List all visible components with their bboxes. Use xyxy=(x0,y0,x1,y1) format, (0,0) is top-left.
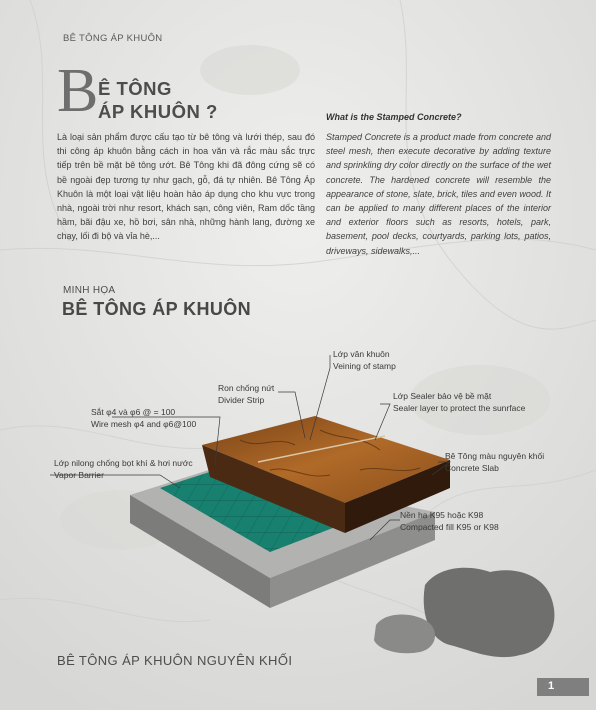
title-drop-cap: B xyxy=(57,57,99,125)
callout-mesh-vi: Sắt φ4 và φ6 @ = 100 xyxy=(91,407,176,417)
callout-fill-vi: Nền hạ K95 hoặc K98 xyxy=(400,510,484,520)
illustration-title: BÊ TÔNG ÁP KHUÔN xyxy=(62,299,252,319)
callout-vapor xyxy=(54,457,193,481)
page-title xyxy=(57,57,297,126)
section-tag: BÊ TÔNG ÁP KHUÔN xyxy=(63,33,163,44)
callout-fill-en: Compacted fill K95 or K98 xyxy=(400,522,499,532)
callout-divider-en: Divider Strip xyxy=(218,395,265,405)
callout-sealer-vi: Lớp Sealer bảo vệ bề mặt xyxy=(393,391,492,401)
intro-vietnamese: Là loại sản phẩm được cấu tạo từ bê tông và lưới thép, sau đó thi công áp khuôn bằng cách in hoa văn và rắc màu sắc trực tiếp trên bề mặt bê tông ướt. Bê Tông khi đã đông cứng sẽ có bề ngoài đẹp tương tự như gạch, gỗ, đá tự nhiên. Bê Tông Áp Khuôn là một loại vật liệu hoàn hảo áp dụng cho khu vực trong nhà, ngoài trời như resort, khách sạn, công viên, Ram dốc tầng hầm, bãi đậu xe, hồ bơi, sân nhà, những hành lang, đường xe chạy, lối đi bộ và vỉa hè,... xyxy=(57,132,315,242)
callout-mesh xyxy=(91,406,196,430)
callout-slab-en: Concrete Slab xyxy=(445,463,499,473)
callout-mesh-en: Wire mesh φ4 and φ6@100 xyxy=(91,419,197,429)
intro-english-heading: What is the Stamped Concrete? xyxy=(326,112,462,122)
intro-english-body: Stamped Concrete is a product made from concrete and steel mesh, then execute decorative by adding texture and sprinkling dry color directly on the surface of the wet concrete. The hardened concrete will resemble the appearance of stone, slate, brick, tiles and even wood. It can be applied to many different places of the interior and exterior floors such as resorts, hotels, park, basement, pool decks, courtyards, parking lots, patios, driveways, sidewalks,... xyxy=(326,132,551,256)
illustration-label: MINH HỌA xyxy=(63,285,116,296)
callout-slab-vi: Bê Tông màu nguyên khối xyxy=(445,451,545,461)
callout-veining xyxy=(333,348,396,372)
callout-sealer xyxy=(393,390,525,414)
callout-slab xyxy=(445,450,544,474)
title-line-2: ÁP KHUÔN ? xyxy=(98,101,218,122)
title-line-1: Ê TÔNG xyxy=(98,78,172,99)
footer-title: BÊ TÔNG ÁP KHUÔN NGUYÊN KHỐI xyxy=(57,653,293,668)
callout-vapor-vi: Lớp nilong chống bọt khí & hơi nước xyxy=(54,458,193,468)
page-number: 1 xyxy=(548,680,555,692)
callout-vapor-en: Vapor Barrier xyxy=(54,470,104,480)
callout-fill xyxy=(400,509,499,533)
callout-divider-vi: Ron chống nứt xyxy=(218,383,275,393)
callout-veining-en: Veining of stamp xyxy=(333,361,396,371)
callout-sealer-en: Sealer layer to protect the sunrface xyxy=(393,403,526,413)
page-number-box xyxy=(537,678,589,696)
callout-veining-vi: Lớp vân khuôn xyxy=(333,349,390,359)
callout-divider xyxy=(218,382,274,406)
